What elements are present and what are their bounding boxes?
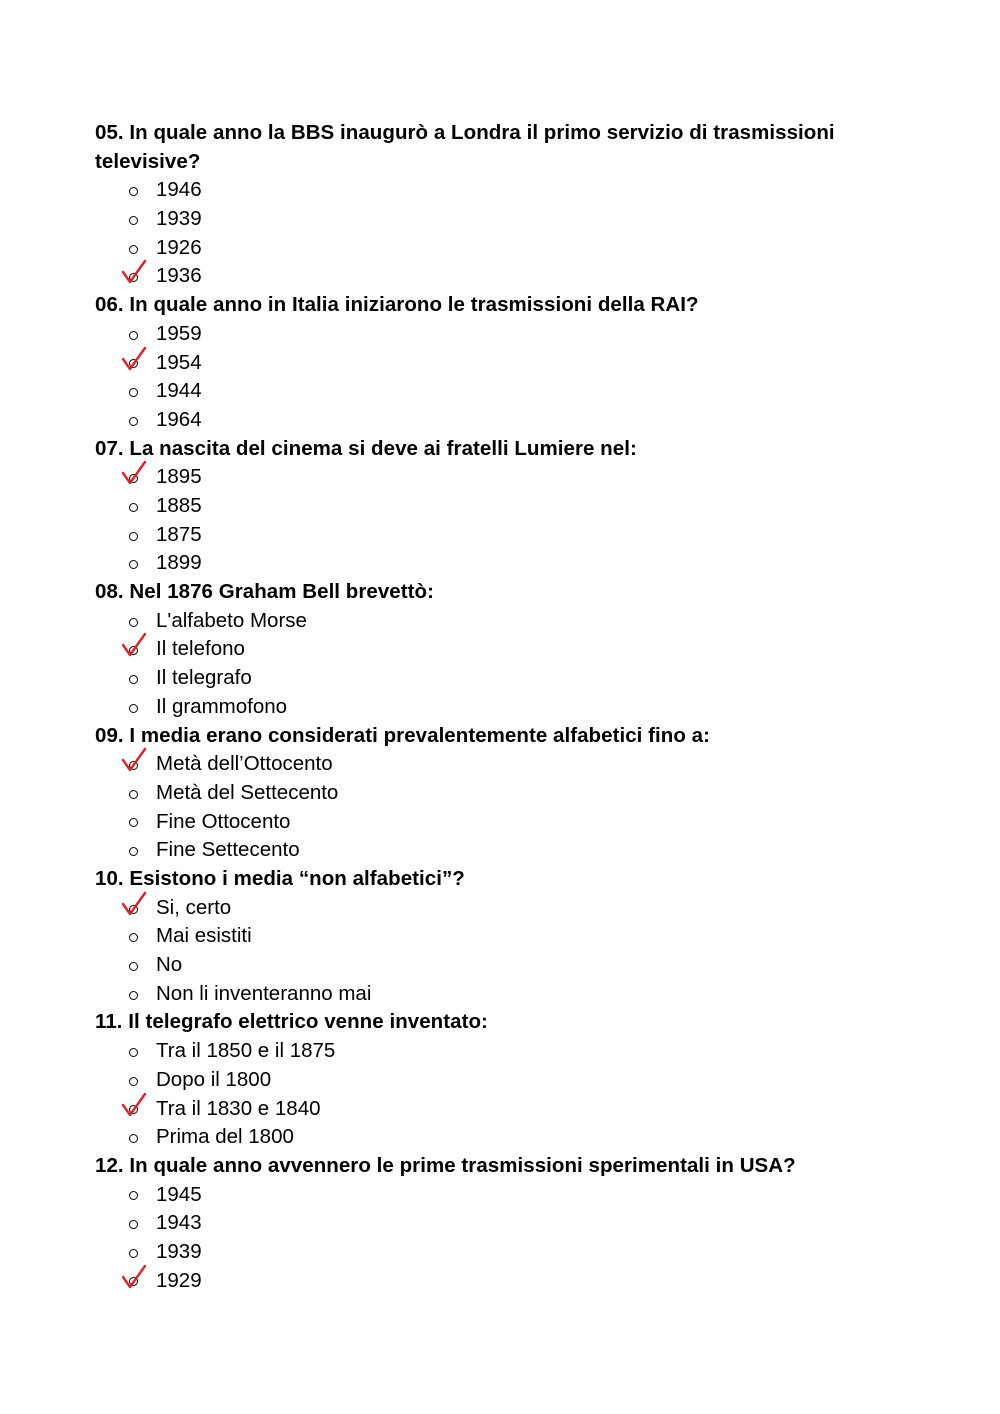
answer-option-5-4[interactable] [95, 836, 915, 865]
quiz-document [95, 119, 915, 1295]
answer-option-4-2[interactable] [95, 635, 915, 664]
answer-option-7-3[interactable] [95, 1095, 915, 1124]
circle-bullet-icon [126, 1066, 140, 1095]
answer-option-8-1[interactable] [95, 1181, 915, 1210]
answer-option-label: 1943 [156, 1211, 202, 1235]
answer-option-8-4[interactable] [95, 1267, 915, 1296]
answer-option-label: Tra il 1830 e 1840 [156, 1096, 321, 1120]
answer-option-label: Tra il 1850 e il 1875 [156, 1039, 336, 1063]
circle-bullet-icon [126, 951, 140, 980]
answer-option-6-2[interactable] [95, 922, 915, 951]
answer-option-3-4[interactable] [95, 549, 915, 578]
answer-option-2-4[interactable] [95, 406, 915, 435]
circle-bullet-icon [126, 1267, 140, 1296]
circle-bullet-icon [126, 349, 140, 378]
circle-bullet-icon [126, 549, 140, 578]
answer-option-label: 1946 [156, 178, 202, 202]
answer-option-label: 1939 [156, 1239, 202, 1263]
answer-option-label: Dopo il 1800 [156, 1067, 272, 1091]
answer-option-label: L'alfabeto Morse [156, 608, 307, 632]
circle-bullet-icon [126, 1238, 140, 1267]
circle-bullet-icon [126, 1037, 140, 1066]
circle-bullet-icon [126, 922, 140, 951]
answer-option-label: Prima del 1800 [156, 1125, 294, 1149]
answer-option-4-3[interactable] [95, 664, 915, 693]
answer-option-label: 1926 [156, 235, 202, 259]
circle-bullet-icon [126, 980, 140, 1009]
answer-option-5-1[interactable] [95, 750, 915, 779]
answer-options [95, 607, 915, 722]
answer-option-1-4[interactable] [95, 262, 915, 291]
circle-bullet-icon [126, 1209, 140, 1238]
question-6 [95, 865, 915, 1008]
answer-option-7-1[interactable] [95, 1037, 915, 1066]
answer-options [95, 176, 915, 291]
answer-option-label: 1959 [156, 321, 202, 345]
question-1 [95, 119, 915, 291]
circle-bullet-icon [126, 750, 140, 779]
question-text: 07. La nascita del cinema si deve ai fratelli Lumiere nel: [95, 436, 637, 460]
answer-option-3-2[interactable] [95, 492, 915, 521]
answer-option-label: Metà dell’Ottocento [156, 752, 333, 776]
answer-option-label: 1899 [156, 551, 202, 575]
circle-bullet-icon [126, 377, 140, 406]
answer-option-7-4[interactable] [95, 1123, 915, 1152]
answer-option-label: 1936 [156, 264, 202, 288]
circle-bullet-icon [126, 262, 140, 291]
answer-options [95, 750, 915, 865]
answer-option-6-1[interactable] [95, 894, 915, 923]
answer-option-8-2[interactable] [95, 1209, 915, 1238]
answer-option-label: Fine Ottocento [156, 809, 291, 833]
answer-option-2-3[interactable] [95, 377, 915, 406]
answer-option-label: 1895 [156, 465, 202, 489]
answer-option-label: 1939 [156, 207, 202, 231]
question-text: 10. Esistono i media “non alfabetici”? [95, 866, 465, 890]
answer-option-5-2[interactable] [95, 779, 915, 808]
answer-option-6-4[interactable] [95, 980, 915, 1009]
question-text: 08. Nel 1876 Graham Bell brevettò: [95, 580, 434, 604]
answer-option-label: 1875 [156, 522, 202, 546]
answer-options [95, 1181, 915, 1296]
answer-option-label: 1944 [156, 379, 202, 403]
answer-option-1-3[interactable] [95, 234, 915, 263]
answer-options [95, 894, 915, 1009]
circle-bullet-icon [126, 205, 140, 234]
answer-option-label: 1964 [156, 407, 202, 431]
answer-option-label: Il telefono [156, 637, 245, 661]
question-text: 06. In quale anno in Italia iniziarono le trasmissioni della RAI? [95, 293, 699, 317]
circle-bullet-icon [126, 1095, 140, 1124]
circle-bullet-icon [126, 521, 140, 550]
answer-option-4-4[interactable] [95, 693, 915, 722]
answer-option-3-3[interactable] [95, 521, 915, 550]
circle-bullet-icon [126, 1123, 140, 1152]
answer-option-label: Si, certo [156, 895, 232, 919]
answer-option-6-3[interactable] [95, 951, 915, 980]
question-3 [95, 435, 915, 578]
question-text: 12. In quale anno avvennero le prime trasmissioni sperimentali in USA? [95, 1153, 796, 1177]
answer-option-label: Fine Settecento [156, 838, 300, 862]
question-8 [95, 1152, 915, 1295]
circle-bullet-icon [126, 320, 140, 349]
answer-option-label: 1885 [156, 494, 202, 517]
answer-option-label: Mai esistiti [156, 924, 252, 948]
answer-option-5-3[interactable] [95, 808, 915, 837]
answer-option-label: Il grammofono [156, 694, 288, 718]
circle-bullet-icon [126, 1181, 140, 1210]
answer-option-label: No [156, 953, 183, 977]
circle-bullet-icon [126, 779, 140, 808]
answer-options [95, 463, 915, 578]
answer-option-2-1[interactable] [95, 320, 915, 349]
circle-bullet-icon [126, 808, 140, 837]
circle-bullet-icon [126, 664, 140, 693]
answer-option-2-2[interactable] [95, 349, 915, 378]
circle-bullet-icon [126, 406, 140, 435]
answer-option-label: 1945 [156, 1182, 202, 1206]
answer-option-label: 1929 [156, 1268, 202, 1292]
answer-option-label: Non li inventeranno mai [156, 981, 372, 1005]
answer-option-1-2[interactable] [95, 205, 915, 234]
circle-bullet-icon [126, 836, 140, 865]
question-text: 11. Il telegrafo elettrico venne inventato: [95, 1010, 488, 1034]
answer-option-label: Metà del Settecento [156, 780, 339, 804]
answer-option-7-2[interactable] [95, 1066, 915, 1095]
circle-bullet-icon [126, 635, 140, 664]
circle-bullet-icon [126, 492, 140, 521]
circle-bullet-icon [126, 894, 140, 923]
circle-bullet-icon [126, 693, 140, 722]
answer-option-label: 1954 [156, 350, 202, 374]
question-text: 09. I media erano considerati prevalentemente alfabetici fino a: [95, 723, 710, 747]
circle-bullet-icon [126, 607, 140, 636]
answer-option-3-1[interactable] [95, 463, 915, 492]
circle-bullet-icon [126, 176, 140, 205]
answer-options [95, 1037, 915, 1152]
answer-option-label: Il telegrafo [156, 666, 252, 690]
question-2 [95, 291, 915, 434]
answer-options [95, 320, 915, 435]
answer-option-4-1[interactable] [95, 607, 915, 636]
question-4 [95, 578, 915, 721]
answer-option-8-3[interactable] [95, 1238, 915, 1267]
question-text: 05. In quale anno la BBS inaugurò a Londra il primo servizio di trasmissioni televisive? [95, 121, 835, 173]
question-5 [95, 722, 915, 865]
question-7 [95, 1008, 915, 1151]
answer-option-1-1[interactable] [95, 176, 915, 205]
circle-bullet-icon [126, 463, 140, 492]
circle-bullet-icon [126, 234, 140, 263]
